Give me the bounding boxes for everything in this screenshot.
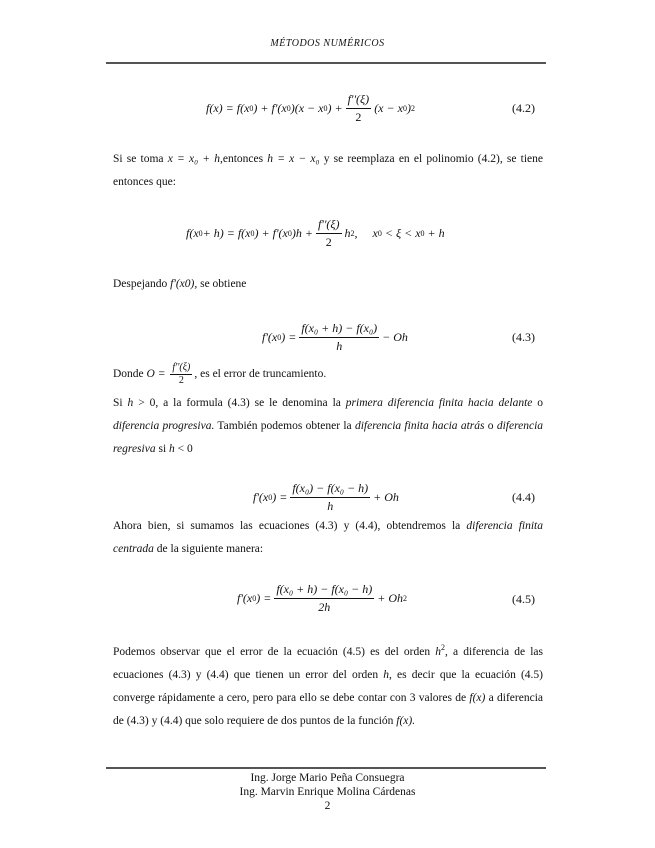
- eq-text: ) =: [272, 490, 288, 504]
- eq-text: ) =: [281, 330, 297, 344]
- math-inline: f(x).: [396, 714, 416, 727]
- fraction-numerator: f(x₀) − f(x₀ − h): [290, 481, 370, 498]
- eq-fraction: [316, 217, 342, 250]
- text: se obtiene: [200, 278, 247, 290]
- eq-text: ) =: [256, 591, 272, 605]
- footer-rule: [106, 767, 546, 769]
- eq-text: f'(x: [253, 490, 269, 504]
- text: o: [487, 420, 494, 432]
- eq-sub: 0: [287, 229, 292, 238]
- running-header: MÉTODOS NUMÉRICOS: [270, 38, 385, 49]
- fraction-denominator: h: [327, 499, 334, 513]
- eq-fraction: [274, 582, 374, 615]
- text: o: [537, 397, 544, 409]
- equation-4-5: [237, 582, 407, 615]
- text: Donde: [113, 368, 144, 380]
- emphasis: diferencia regresiva: [113, 420, 544, 455]
- emphasis: diferencia progresiva.: [113, 420, 215, 432]
- eq-text: + h) = f(x: [202, 226, 251, 240]
- eq-fraction: [346, 92, 372, 125]
- text: Si: [113, 397, 123, 409]
- text: si: [158, 443, 167, 455]
- eq-sub: 0: [323, 104, 328, 113]
- fraction-numerator: f(x₀ + h) − f(x₀): [299, 321, 379, 338]
- eq-sub: 0: [268, 493, 273, 502]
- math-inline: h: [383, 668, 390, 681]
- text: Despejando: [113, 278, 168, 290]
- eq-text: − Oh: [382, 330, 408, 344]
- equation-number: (4.4): [512, 490, 535, 504]
- eq-text: h: [344, 226, 351, 240]
- emphasis: primera diferencia finita hacia delante: [345, 397, 533, 409]
- eq-sub: 0: [420, 229, 425, 238]
- text: , es el error de truncamiento.: [194, 368, 327, 380]
- fraction-numerator: f(x₀ + h) − f(x₀ − h): [274, 582, 374, 599]
- eq-sub: 0: [252, 594, 257, 603]
- eq-text: f(x: [186, 226, 199, 240]
- text: > 0, a la formula (4.3) se le denomina la: [138, 397, 341, 409]
- paragraph: [113, 392, 543, 461]
- eq-sub: 0: [277, 333, 282, 342]
- inline-fraction: [170, 362, 192, 387]
- page-number: 2: [324, 800, 331, 812]
- text: , a diferencia de las ecuaciones (4.3) y (4.4) que tienen un error del orden: [113, 645, 544, 681]
- superscript: 2: [440, 643, 445, 652]
- text: Si se toma: [113, 153, 164, 165]
- eq-text: )h +: [291, 226, 313, 240]
- equation-4-2: [206, 92, 415, 125]
- paragraph: [113, 515, 543, 561]
- eq-sup: 2: [403, 594, 408, 603]
- math-inline: h: [169, 443, 175, 455]
- eq-text: + h: [424, 226, 445, 240]
- fraction-numerator: f''(ξ): [346, 92, 372, 109]
- paragraph: [113, 360, 543, 388]
- equation-number: (4.5): [512, 592, 535, 606]
- equation-number: (4.3): [512, 330, 535, 344]
- eq-sub: 0: [377, 229, 382, 238]
- fraction-denominator: 2: [325, 235, 332, 249]
- eq-text: f(x) = f(x: [206, 101, 250, 115]
- text: ,entonces: [219, 153, 264, 165]
- fraction-denominator: 2h: [318, 600, 331, 614]
- paragraph: [113, 636, 543, 733]
- text: Podemos observar que el error de la ecuación (4.5) es del orden: [113, 645, 431, 658]
- equation-taylor-h: [186, 217, 445, 250]
- text: Ahora bien, si sumamos las ecuaciones (4.3) y (4.4), obtendremos la: [113, 520, 461, 532]
- text: También podemos obtener la: [217, 420, 352, 432]
- eq-text: , x: [354, 226, 378, 240]
- math-inline: h: [435, 645, 441, 658]
- fraction-denominator: h: [336, 339, 343, 353]
- eq-fraction: [290, 481, 370, 514]
- header-rule: [106, 62, 546, 64]
- eq-text: f'(x: [262, 330, 278, 344]
- fraction-denominator: 2: [355, 110, 362, 124]
- fraction-numerator: f''(ξ): [172, 361, 191, 373]
- text: y se reemplaza en el polinomio (4.2), se tiene entonces que:: [113, 153, 544, 188]
- text: , es decir que la ecuación (4.5) converge rápidamente a cero, pero para ello se debe contar con 3 valores de: [113, 668, 543, 704]
- eq-sup: 2: [410, 104, 415, 113]
- text: a diferencia de (4.3) y (4.4) que solo requiere de dos puntos de la función: [113, 691, 543, 727]
- eq-text: ) + f'(x: [253, 101, 287, 115]
- eq-text: < ξ < x: [381, 226, 421, 240]
- fraction-numerator: f''(ξ): [316, 217, 342, 234]
- eq-sub: 0: [198, 229, 203, 238]
- equation-4-3: [262, 321, 408, 354]
- math-inline: f(x): [469, 691, 486, 704]
- footer: [0, 771, 655, 813]
- fraction-denominator: 2: [178, 374, 184, 386]
- eq-text: ): [406, 101, 411, 115]
- eq-text: ) + f'(x: [254, 226, 288, 240]
- text: de la siguiente manera:: [156, 543, 264, 555]
- math-inline: h: [127, 397, 134, 409]
- emphasis: diferencia finita centrada: [113, 520, 543, 555]
- equation-4-4: [253, 481, 399, 514]
- emphasis: diferencia finita hacia atrás: [354, 420, 485, 432]
- eq-sub: 0: [250, 229, 255, 238]
- footer-author: Ing. Jorge Mario Peña Consuegra: [250, 772, 405, 784]
- eq-sub: 0: [402, 104, 407, 113]
- math-inline: O =: [146, 368, 166, 380]
- eq-text: (x − x: [374, 101, 403, 115]
- math-inline: f'(x0),: [170, 278, 198, 290]
- footer-author: Ing. Marvin Enrique Molina Cárdenas: [239, 786, 416, 798]
- paragraph: [113, 148, 543, 194]
- eq-fraction: [299, 321, 379, 354]
- eq-sup: 2: [350, 229, 355, 238]
- math-inline: x = x₀ + h: [167, 153, 220, 165]
- eq-text: ) +: [327, 101, 343, 115]
- eq-text: + Oh: [377, 591, 404, 605]
- eq-sub: 0: [249, 104, 254, 113]
- math-inline: h = x − x₀: [267, 153, 320, 165]
- eq-sub: 0: [286, 104, 291, 113]
- eq-text: + Oh: [373, 490, 399, 504]
- text: < 0: [177, 443, 193, 455]
- eq-text: )(x − x: [290, 101, 324, 115]
- equation-number: (4.2): [512, 101, 535, 115]
- eq-text: f'(x: [237, 591, 253, 605]
- paragraph: [113, 273, 543, 296]
